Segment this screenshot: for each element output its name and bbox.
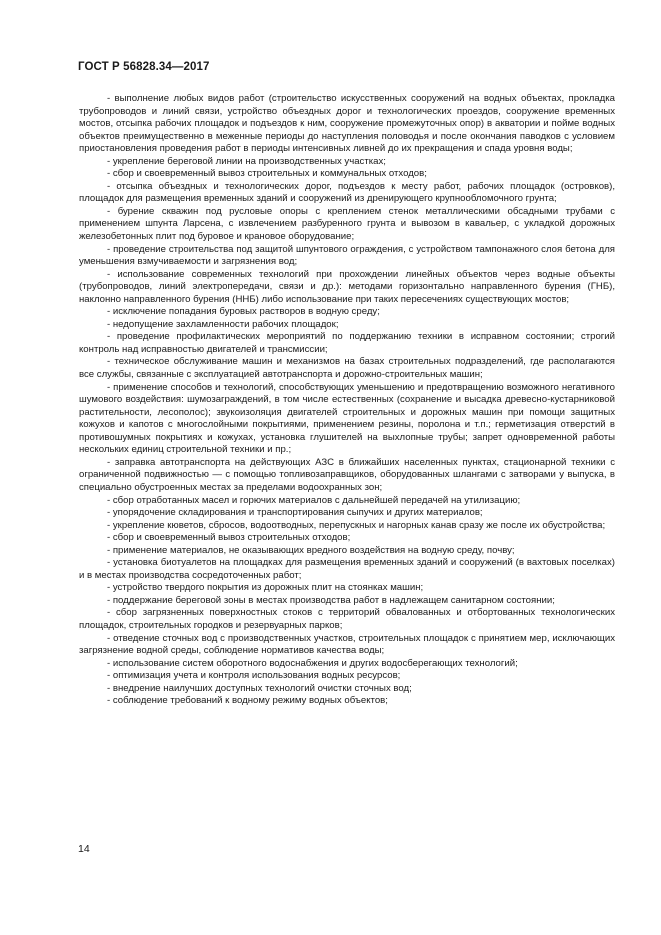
paragraph: - техническое обслуживание машин и механизмов на базах строительных подразделений, где располагаются все службы, связанные с эксплуатацией автотранспорта и дорожно-строительных машин; — [79, 356, 615, 381]
paragraph: - применение способов и технологий, способствующих уменьшению и предотвращению возможного негативного шумового воздействия: шумозаграждений, в том числе естественных (сохранение и высадка древесно-кустарниковой растительности, лесополос); звукоизоляция двигателей строительных и дорожных машин при помощи защитных кожухов и капотов с многослойными покрытиями, применением резины, поролона и т.п.; герметизация отверстий в противошумных покрытиях и кожухах, установка глушителей на выхлопные трубы; запрет одновременной работы нескольких единиц строительной техники и пр.; — [79, 381, 615, 456]
paragraph: - упорядочение складирования и транспортирования сыпучих и других материалов; — [107, 507, 483, 519]
paragraph: - отсыпка объездных и технологических дорог, подъездов к месту работ, рабочих площадок (островков), площадок для размещения временных зданий и сооружений из дренирующего крупнообломочного грунта; — [79, 180, 615, 205]
paragraph: - укрепление береговой линии на производственных участках; — [107, 155, 386, 167]
paragraph: - выполнение любых видов работ (строительство искусственных сооружений на водных объектах, прокладка трубопроводов и линий связи, устройство объездных дорог и технологических проездов, сооружение временных мостов, отсыпка рабочих площадок и подъездов к ним, сооружение промежуточных опор) в акватории и пойме водных объектов преимущественно в меженные периоды до наступления половодья и после окончания паводков с условием приостановления проведения работ в периоды интенсивных ливней до их прекращения и спада уровня воды; — [79, 93, 615, 155]
paragraph: - использование современных технологий при прохождении линейных объектов через водные объекты (трубопроводов, линий электропередачи, связи и др.): методами горизонтально направленного бурения (ГНБ), наклонно направленного бурения (ННБ) либо использование при таких пересечениях существующих мостов; — [79, 268, 615, 305]
paragraph: - проведение профилактических мероприятий по поддержанию техники в исправном состоянии; строгий контроль над исправностью двигателей и трансмиссии; — [79, 331, 615, 355]
paragraph: - укрепление кюветов, сбросов, водоотводных, перепускных и нагорных канав сразу же после их обустройства; — [107, 519, 606, 531]
paragraph: - бурение скважин под русловые опоры с креплением стенок металлическими обсадными трубами с применением шпунта Ларсена, с извлечением разбуренного грунта и вывозом в кавальер, с укладкой дорожных железобетонных плит под буровое и крановое оборудование; — [79, 205, 615, 243]
paragraph: - недопущение захламленности рабочих площадок; — [107, 318, 339, 330]
paragraph: - соблюдение требований к водному режиму водных объектов; — [107, 695, 388, 707]
paragraph: - использование систем оборотного водоснабжения и других водосберегающих технологий; — [107, 657, 518, 669]
paragraph: - сбор и своевременный вывоз строительных и коммунальных отходов; — [107, 168, 427, 180]
paragraph: - внедрение наилучших доступных технологий очистки сточных вод; — [107, 682, 412, 694]
page-number: 14 — [78, 843, 90, 855]
paragraph: - оптимизация учета и контроля использования водных ресурсов; — [107, 670, 401, 682]
paragraph: - поддержание береговой зоны в местах производства работ в надлежащем санитарном состоянии; — [107, 594, 555, 606]
paragraph: - сбор и своевременный вывоз строительных отходов; — [107, 532, 351, 544]
document-header: ГОСТ Р 56828.34—2017 — [78, 61, 210, 73]
paragraph: - устройство твердого покрытия из дорожных плит на стоянках машин; — [107, 582, 424, 594]
paragraph: - исключение попадания буровых растворов в водную среду; — [107, 306, 380, 318]
paragraph: - проведение строительства под защитой шпунтового ограждения, с устройством тампонажного слоя бетона для уменьшения взмучиваемости и загрязнения вод; — [79, 243, 615, 268]
document-body — [79, 93, 615, 708]
paragraph: - применение материалов, не оказывающих вредного воздействия на водную среду, почву; — [107, 544, 515, 556]
paragraph: - сбор отработанных масел и горючих материалов с дальнейшей передачей на утилизацию; — [107, 494, 521, 506]
paragraph: - отведение сточных вод с производственных участков, строительных площадок с принятием мер, исключающих загрязнение водной среды, соблюдение нормативов качества воды; — [79, 632, 615, 657]
paragraph: - заправка автотранспорта на действующих АЗС в ближайших населенных пунктах, стационарной техники с ограниченной подвижностью — с помощью топливозаправщиков, оборудованных шлангами с затворами у выпуска, в специально обустроенных местах за пределами водоохранных зон; — [79, 456, 615, 493]
paragraph: - сбор загрязненных поверхностных стоков с территорий обвалованных и отбортованных технологических площадок, строительных городков и резервуарных парков; — [79, 607, 615, 631]
paragraph: - установка биотуалетов на площадках для размещения временных зданий и сооружений (в вахтовых поселках) и в местах производства сосредоточенных работ; — [79, 557, 615, 581]
